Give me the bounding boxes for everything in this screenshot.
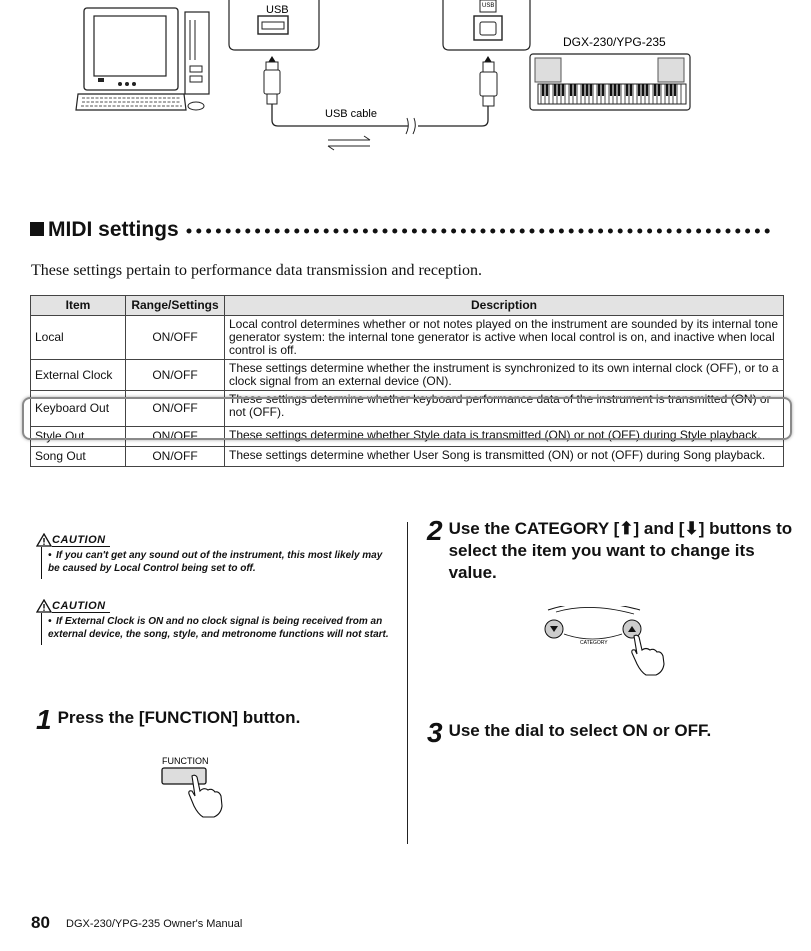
column-header-description: Description	[225, 296, 784, 316]
description-cell: These settings determine whether Style data is transmitted (ON) or not (OFF) during Style playback.	[225, 427, 784, 447]
function-button-label: FUNCTION	[162, 756, 209, 766]
section-title	[30, 218, 179, 242]
item-cell: Local	[31, 316, 126, 360]
item-cell: Keyboard Out	[31, 391, 126, 427]
column-divider	[407, 522, 408, 844]
category-label: CATEGORY	[580, 640, 608, 646]
category-buttons-illustration	[540, 606, 670, 678]
instrument-label: DGX-230/YPG-235	[563, 35, 666, 49]
range-cell: ON/OFF	[126, 360, 225, 391]
step-1	[36, 704, 396, 735]
bullet: •	[48, 616, 52, 627]
item-cell: External Clock	[31, 360, 126, 391]
warning-triangle-icon	[36, 533, 52, 547]
description-cell: These settings determine whether User Song is transmitted (ON) or not (OFF) during Song playback.	[225, 447, 784, 467]
arrow-down-icon	[545, 620, 563, 638]
step-3	[427, 717, 797, 748]
caution-label: CAUTION	[52, 534, 110, 547]
usb-plug-b-icon	[480, 62, 497, 106]
usb-plug-a-icon	[264, 62, 280, 104]
range-cell: ON/OFF	[126, 427, 225, 447]
caution-text: If you can't get any sound out of the instrument, this most likely may be caused by Local Control being set to off.	[48, 550, 383, 574]
column-header-range: Range/Settings	[126, 296, 225, 316]
caution-text: If External Clock is ON and no clock signal is being received from an external device, the song, style, and metronome functions will not start.	[48, 616, 389, 640]
step-number: 1	[36, 704, 52, 735]
description-cell: These settings determine whether the instrument is synchronized to its own internal clock (OFF), or to a clock signal from an external device (ON).	[225, 360, 784, 391]
table-row	[31, 316, 784, 360]
step-2	[427, 515, 797, 584]
step-number: 3	[427, 717, 443, 748]
computer-icon	[76, 8, 209, 110]
caution-label: CAUTION	[52, 600, 110, 613]
bullet: •	[48, 550, 52, 561]
manual-title: DGX-230/YPG-235 Owner's Manual	[66, 918, 243, 930]
description-cell: These settings determine whether keyboard performance data of the instrument is transmitted (ON) or not (OFF).	[225, 391, 784, 427]
dotted-leader	[186, 225, 778, 237]
item-cell: Style Out	[31, 427, 126, 447]
table-row	[31, 427, 784, 447]
range-cell: ON/OFF	[126, 391, 225, 427]
caution-note-local	[36, 533, 396, 579]
function-button-illustration	[158, 754, 228, 820]
warning-triangle-icon	[36, 599, 52, 613]
step-text: Press the [FUNCTION] button.	[57, 708, 301, 727]
function-button-icon	[162, 768, 206, 784]
table-header-row	[31, 296, 784, 316]
range-cell: ON/OFF	[126, 447, 225, 467]
bidirectional-arrow-icon	[328, 136, 370, 150]
arrow-up-icon	[623, 620, 641, 638]
step-number: 2	[427, 515, 443, 546]
table-row	[31, 447, 784, 467]
table-row	[31, 360, 784, 391]
column-header-item: Item	[31, 296, 126, 316]
midi-settings-table	[30, 295, 784, 467]
range-cell: ON/OFF	[126, 316, 225, 360]
keyboard-instrument-icon	[530, 54, 690, 110]
caution-note-external-clock	[36, 599, 396, 645]
page-number: 80	[31, 913, 50, 932]
section-intro: These settings pertain to performance data transmission and reception.	[31, 262, 482, 279]
step-text: Use the CATEGORY [⬆] and [⬇] buttons to select the item you want to change its value.	[448, 519, 793, 582]
usb-port-label-instrument: USB	[482, 3, 495, 9]
pointing-hand-icon	[632, 635, 664, 675]
section-title-text: MIDI settings	[48, 218, 179, 241]
step-text: Use the dial to select ON or OFF.	[448, 721, 712, 740]
usb-connection-diagram	[0, 0, 811, 170]
square-bullet-icon	[30, 222, 44, 236]
usb-cable-label: USB cable	[325, 108, 377, 120]
usb-port-label-computer: USB	[266, 4, 289, 16]
table-row	[31, 391, 784, 427]
description-cell: Local control determines whether or not notes played on the instrument are sounded by its internal tone generator system: the internal tone generator is active when local control is on, and inactive when local control is off.	[225, 316, 784, 360]
item-cell: Song Out	[31, 447, 126, 467]
